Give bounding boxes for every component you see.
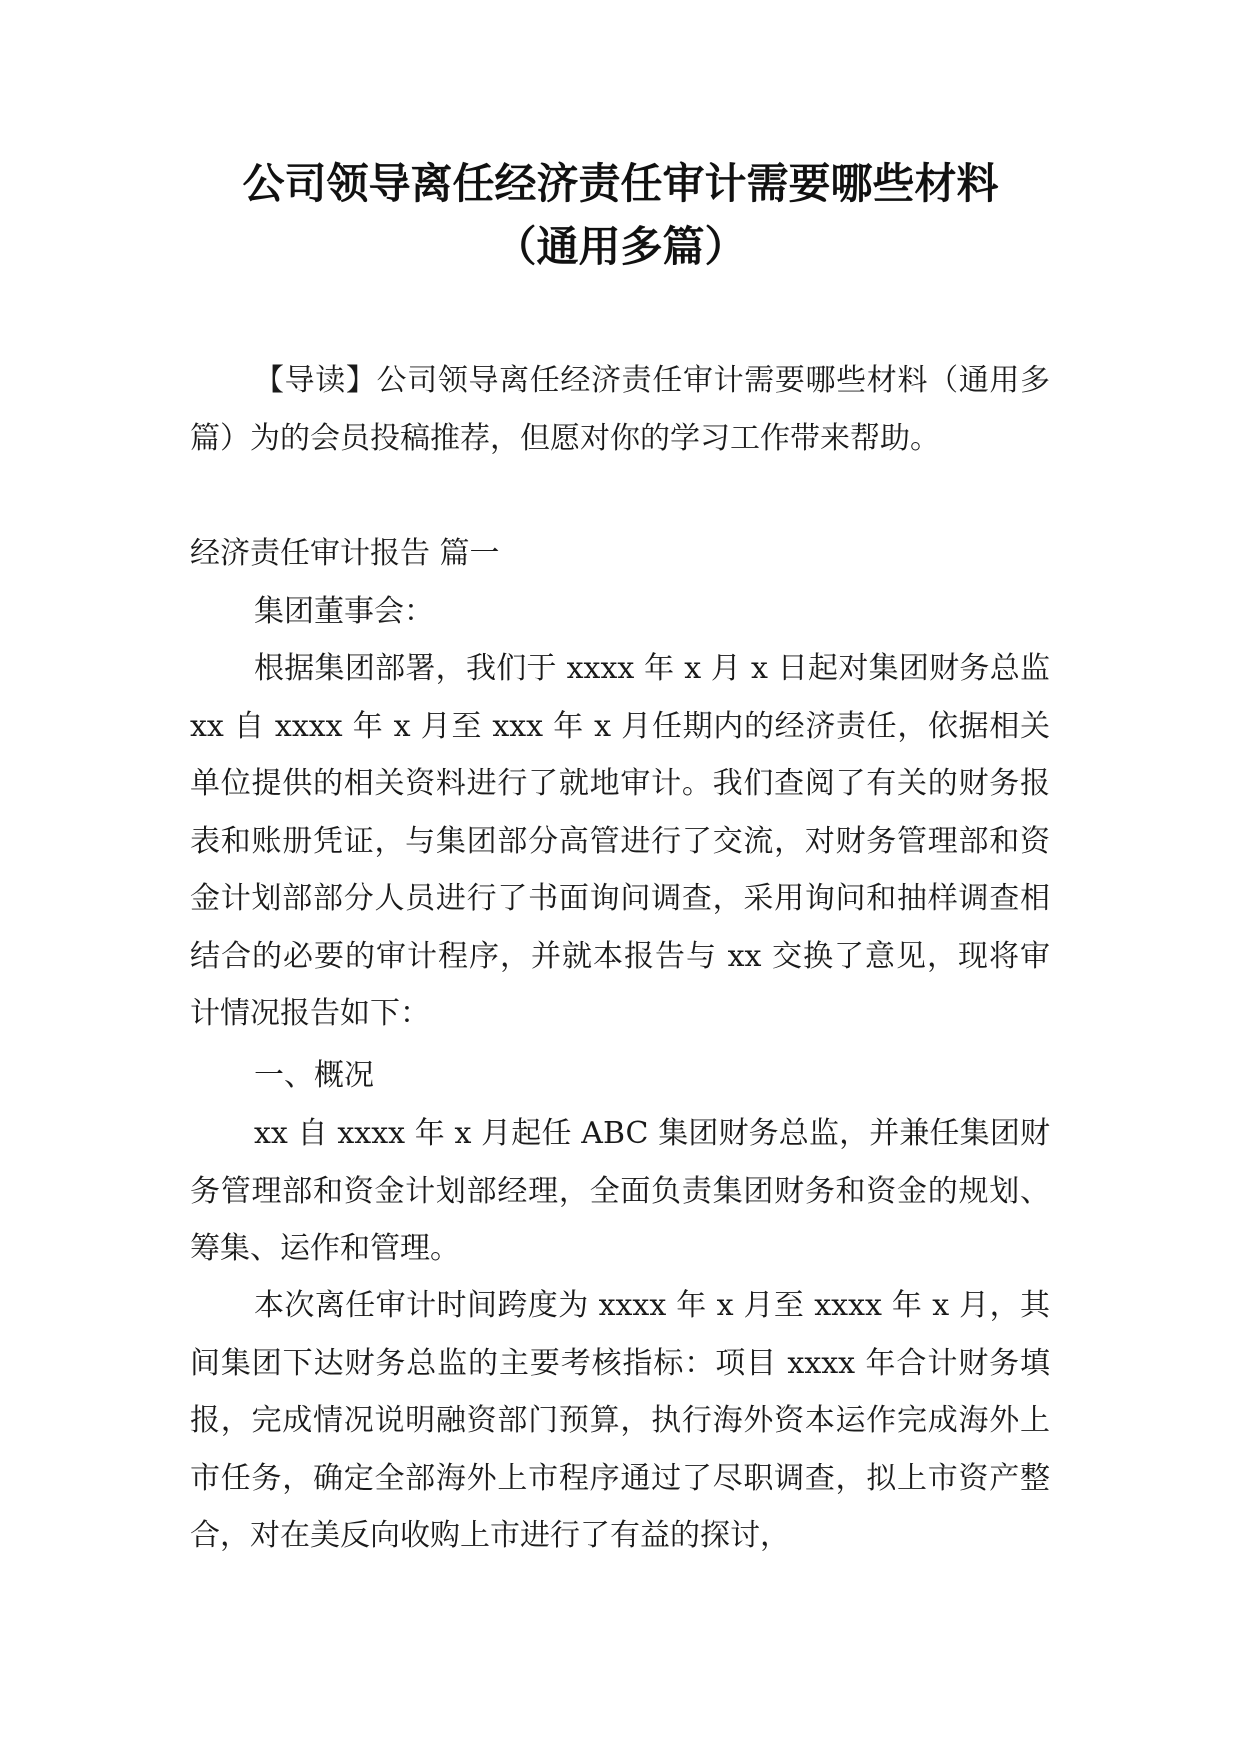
section-heading: 经济责任审计报告 篇一 [190,536,500,571]
body-paragraph-3: 本次离任审计时间跨度为 xxxx 年 x 月至 xxxx 年 x 月，其间集团下达财务总监的主要考核指标：项目 xxxx 年合计财务填报，完成情况说明融资部门预算，执行海外资本运作完成海外上市任务，确定全部海外上市程序通过了尽职调查，拟上市资产整合，对在美反向收购上市进行了有益的探讨， [190,1288,1050,1553]
intro-paragraph: 【导读】公司领导离任经济责任审计需要哪些材料（通用多篇）为的会员投稿推荐，但愿对你的学习工作带来帮助。 [190,363,1050,456]
body-paragraph-1: 根据集团部署，我们于 xxxx 年 x 月 x 日起对集团财务总监 xx 自 xxxx 年 x 月至 xxx 年 x 月任期内的经济责任，依据相关单位提供的相关资料进行了就地审计。我们查阅了有关的财务报表和账册凭证，与集团部分高管进行了交流，对财务管理部和资金计划部部分人员进行了书面询问调查，采用询问和抽样调查相结合的必要的审计程序，并就本报告与 xx 交换了意见，现将审计情况报告如下： [190,651,1050,1031]
body-paragraph-2: xx 自 xxxx 年 x 月起任 ABC 集团财务总监，并兼任集团财务管理部和资金计划部经理，全面负责集团财务和资金的规划、筹集、运作和管理。 [190,1116,1050,1266]
subheading-overview: 一、概况 [254,1058,374,1093]
salutation: 集团董事会： [254,594,434,629]
document-title-line-1: 公司领导离任经济责任审计需要哪些材料 [242,159,999,208]
document-title-line-2: （通用多篇） [494,222,747,271]
